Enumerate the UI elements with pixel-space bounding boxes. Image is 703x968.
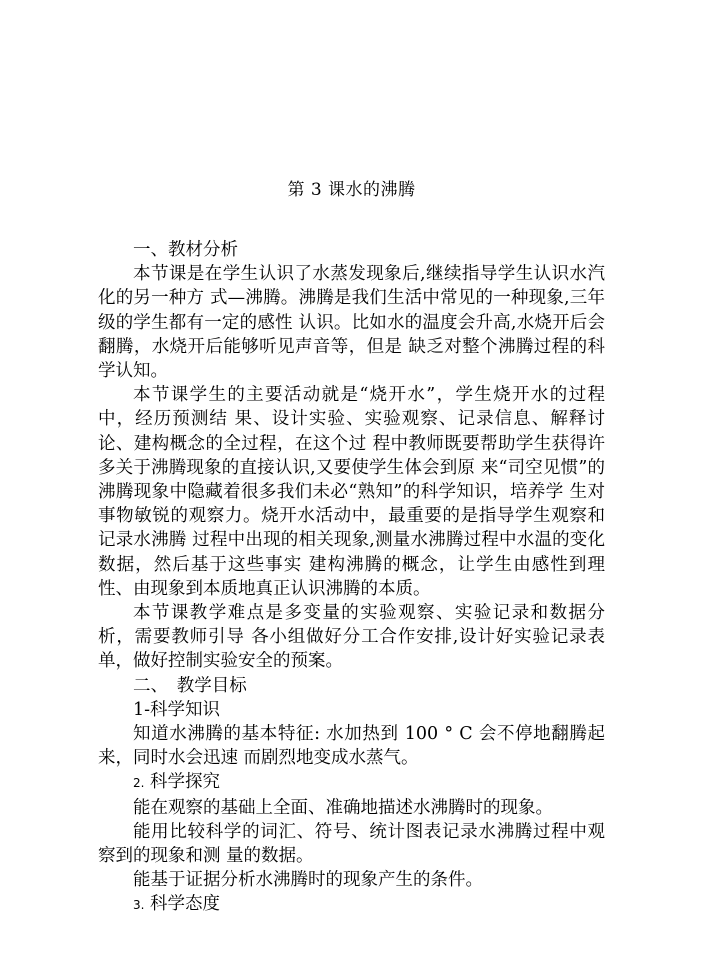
- document-title: 第 3 课水的沸腾: [287, 180, 416, 200]
- paragraph-science-knowledge: 知道水沸腾的基本特征: 水加热到 100 ° C 会不停地翻腾起来，同时水会迅速 而剧烈地变成水蒸气。: [98, 724, 605, 769]
- document-body: [98, 238, 605, 918]
- subheading-science-inquiry: [98, 770, 605, 795]
- subheading-science-attitude: [98, 892, 605, 917]
- subheading-label: 科学探究: [150, 772, 221, 793]
- subheading-number: 2.: [133, 776, 145, 791]
- paragraph-3: 本节课教学难点是多变量的实验观察、实验记录和数据分析，需要教师引导 各小组做好分工合作安排,设计好实验记录表单，做好控制实验安全的预案。: [98, 603, 605, 672]
- paragraph-1: 本节课是在学生认识了水蒸发现象后,继续指导学生认识水汽化的另一种方 式—沸腾。沸腾是我们生活中常见的一种现象,三年级的学生都有一定的感性 认识。比如水的温度会升高,水烧开后会翻腾，水烧开后能够听见声音等，但是 缺乏对整个沸腾过程的科学认知。: [98, 264, 605, 382]
- section-heading-teaching-goals: 二、 教学目标: [133, 675, 247, 696]
- subheading-science-knowledge: 1-科学知识: [133, 699, 221, 720]
- paragraph-inquiry-2: 能用比较科学的词汇、符号、统计图表记录水沸腾过程中观察到的现象和测 量的数据。: [98, 821, 605, 867]
- paragraph-inquiry-1: 能在观察的基础上全面、准确地描述水沸腾时的现象。: [133, 797, 553, 818]
- section-heading-teaching-material-analysis: 一、教材分析: [133, 240, 238, 260]
- subheading-number: 3.: [133, 898, 145, 913]
- subheading-label: 科学态度: [150, 894, 221, 915]
- paragraph-2: 本节课学生的主要活动就是“烧开水”，学生烧开水的过程中，经历预测结 果、设计实验、实验观察、记录信息、解释讨论、建构概念的全过程，在这个过 程中教师既要帮助学生获得许多关于沸腾现象的直接认识,又要使学生体会到原 来“司空见惯”的沸腾现象中隐藏着很多我们未必“熟知”的科学知识，培养学 生对事物敏锐的观察力。烧开水活动中，最重要的是指导学生观察和记录水沸腾 过程中出现的相关现象,测量水沸腾过程中水温的变化数据，然后基于这些事实 建构沸腾的概念，让学生由感性到理性、由现象到本质地真正认识沸腾的本质。: [98, 385, 605, 599]
- paragraph-inquiry-3: 能基于证据分析水沸腾时的现象产生的条件。: [133, 870, 483, 891]
